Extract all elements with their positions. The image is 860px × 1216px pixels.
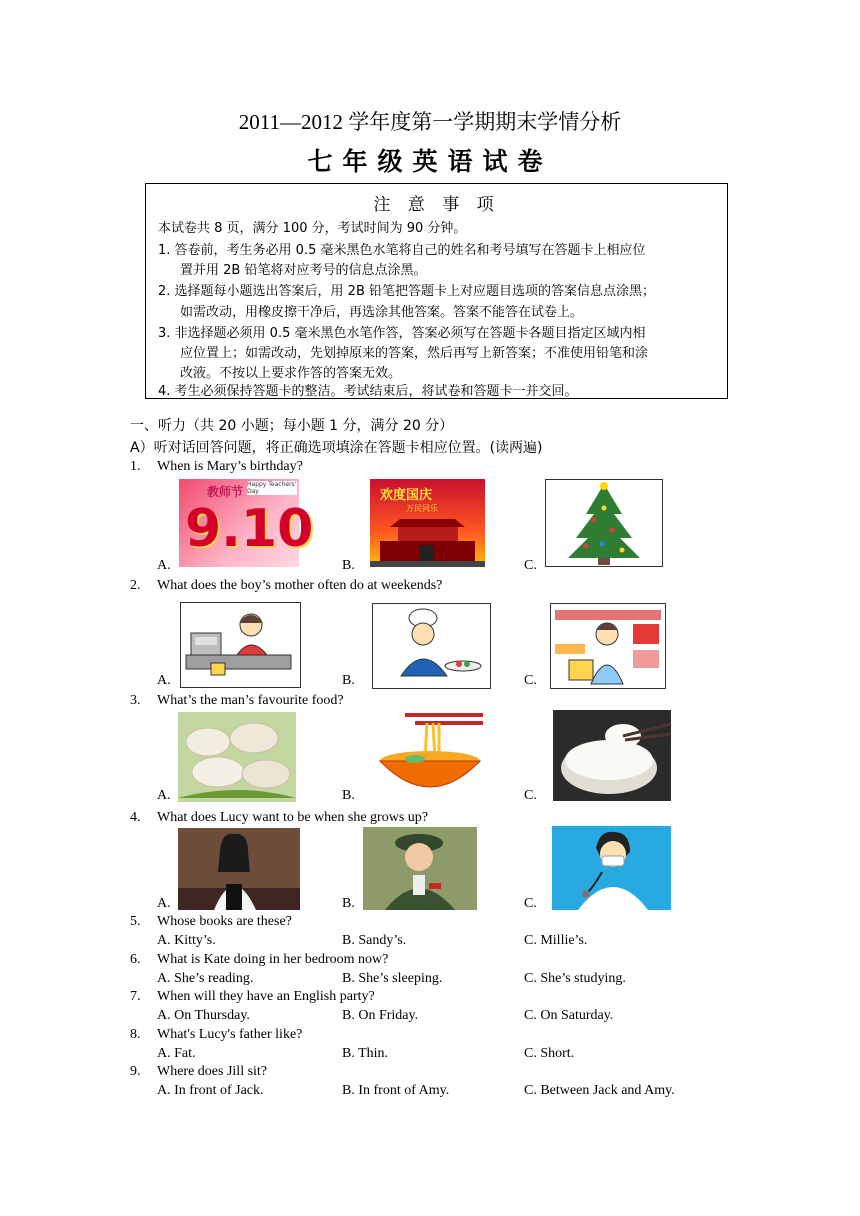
option-c: C. Short. — [524, 1046, 575, 1061]
exam-title: 2011—2012 学年度第一学期期末学情分析 — [238, 110, 622, 134]
notice-line: 如需改动，用橡皮擦干净后，再选涂其他答案。答案不能答在试卷上。 — [180, 305, 584, 320]
notice-line: 置并用 2B 铅笔将对应考号的信息点涂黑。 — [180, 263, 427, 278]
national-day-text: 欢度国庆 — [380, 488, 433, 503]
teachers-day-picture — [179, 479, 314, 567]
celebration-text: 万民同乐 — [406, 504, 438, 513]
soldier-picture — [363, 827, 477, 910]
option-c-label: C. — [524, 558, 537, 573]
soldier-icon — [363, 827, 477, 910]
question-text: What does Lucy want to be when she grows up? — [157, 810, 428, 825]
rice-icon — [553, 710, 671, 801]
option-a-label: A. — [157, 673, 171, 688]
rice-picture — [553, 710, 671, 801]
option-b-label: B. — [342, 896, 355, 911]
question-text: What does the boy’s mother often do at weekends? — [157, 578, 443, 593]
question-number: 6. — [130, 952, 141, 967]
cook-icon — [373, 604, 490, 688]
notice-line: 1. 答卷前，考生务必用 0.5 毫米黑色水笔将自己的姓名和考号填写在答题卡上相应位 — [158, 243, 646, 258]
question-number: 8. — [130, 1027, 141, 1042]
option-b: B. In front of Amy. — [342, 1083, 450, 1098]
question-number: 5. — [130, 914, 141, 929]
noodles-icon — [375, 713, 485, 799]
notice-box — [145, 183, 728, 399]
notice-line: 4. 考生必须保持答题卡的整洁。考试结束后，将试卷和答题卡一并交回。 — [158, 384, 578, 399]
notice-line: 2. 选择题每小题选出答案后，用 2B 铅笔把答题卡上对应题目选项的答案信息点涂黑； — [158, 284, 655, 299]
noodles-picture — [375, 713, 485, 799]
option-b: B. Sandy’s. — [342, 933, 407, 948]
option-a: A. She’s reading. — [157, 971, 254, 986]
christmas-tree-picture — [545, 479, 663, 567]
doctor-icon — [552, 826, 671, 910]
dumplings-picture — [178, 712, 296, 802]
option-c-label: C. — [524, 788, 537, 803]
national-day-picture — [370, 479, 485, 567]
option-a: A. In front of Jack. — [157, 1083, 264, 1098]
question-text: What is Kate doing in her bedroom now? — [157, 952, 389, 967]
question-number: 1. — [130, 459, 141, 474]
option-b-label: B. — [342, 673, 355, 688]
section-instruction: A）听对话回答问题，将正确选项填涂在答题卡相应位置。(读两遍) — [130, 440, 543, 456]
shopping-icon — [551, 604, 665, 688]
option-b: B. Thin. — [342, 1046, 389, 1061]
dumplings-icon — [178, 712, 296, 802]
notice-line: 本试卷共 8 页，满分 100 分，考试时间为 90 分钟。 — [158, 221, 467, 236]
notice-line: 改液。不按以上要求作答的答案无效。 — [180, 366, 402, 381]
option-c: C. Between Jack and Amy. — [524, 1083, 675, 1098]
question-text: Whose books are these? — [157, 914, 292, 929]
option-b-label: B. — [342, 558, 355, 573]
question-text: When will they have an English party? — [157, 989, 375, 1004]
option-a-label: A. — [157, 558, 171, 573]
option-a-label: A. — [157, 788, 171, 803]
section-title: 一、听力（共 20 小题；每小题 1 分，满分 20 分） — [130, 418, 454, 434]
greeting-text: Happy Teachers' Day — [247, 481, 297, 495]
question-text: When is Mary’s birthday? — [157, 459, 303, 474]
option-a: A. Fat. — [157, 1046, 196, 1061]
cashier-picture — [180, 602, 301, 688]
question-number: 7. — [130, 989, 141, 1004]
option-c-label: C. — [524, 673, 537, 688]
option-a: A. Kitty’s. — [157, 933, 216, 948]
option-a-label: A. — [157, 896, 171, 911]
question-number: 2. — [130, 578, 141, 593]
option-b: B. On Friday. — [342, 1008, 419, 1023]
exam-subtitle: 七年级英语试卷 — [307, 147, 553, 176]
option-c: C. Millie’s. — [524, 933, 588, 948]
notice-line: 应位置上；如需改动，先划掉原来的答案，然后再写上新答案；不准使用铅笔和涂 — [180, 346, 649, 361]
cook-picture — [372, 603, 491, 689]
teachers-day-text: 教师节 — [207, 485, 244, 499]
cashier-icon — [181, 603, 300, 687]
notice-title: 注 意 事 项 — [373, 195, 500, 215]
notice-line: 3. 非选择题必须用 0.5 毫米黑色水笔作答，答案必须写在答题卡各题目指定区域内相 — [158, 326, 646, 341]
option-a: A. On Thursday. — [157, 1008, 250, 1023]
question-number: 3. — [130, 693, 141, 708]
option-c: C. On Saturday. — [524, 1008, 614, 1023]
option-c: C. She’s studying. — [524, 971, 626, 986]
teacher-icon — [178, 828, 300, 910]
christmas-tree-icon — [546, 480, 662, 566]
option-b: B. She’s sleeping. — [342, 971, 443, 986]
doctor-picture — [552, 826, 671, 910]
question-number: 9. — [130, 1064, 141, 1079]
shopping-picture — [550, 603, 666, 689]
option-c-label: C. — [524, 896, 537, 911]
teacher-picture — [178, 828, 300, 910]
tiananmen-icon — [370, 479, 485, 567]
question-text: What’s the man’s favourite food? — [157, 693, 344, 708]
question-text: Where does Jill sit? — [157, 1064, 268, 1079]
question-text: What's Lucy's father like? — [157, 1027, 303, 1042]
question-number: 4. — [130, 810, 141, 825]
date-text: 9.10 — [185, 499, 314, 559]
option-b-label: B. — [342, 788, 355, 803]
